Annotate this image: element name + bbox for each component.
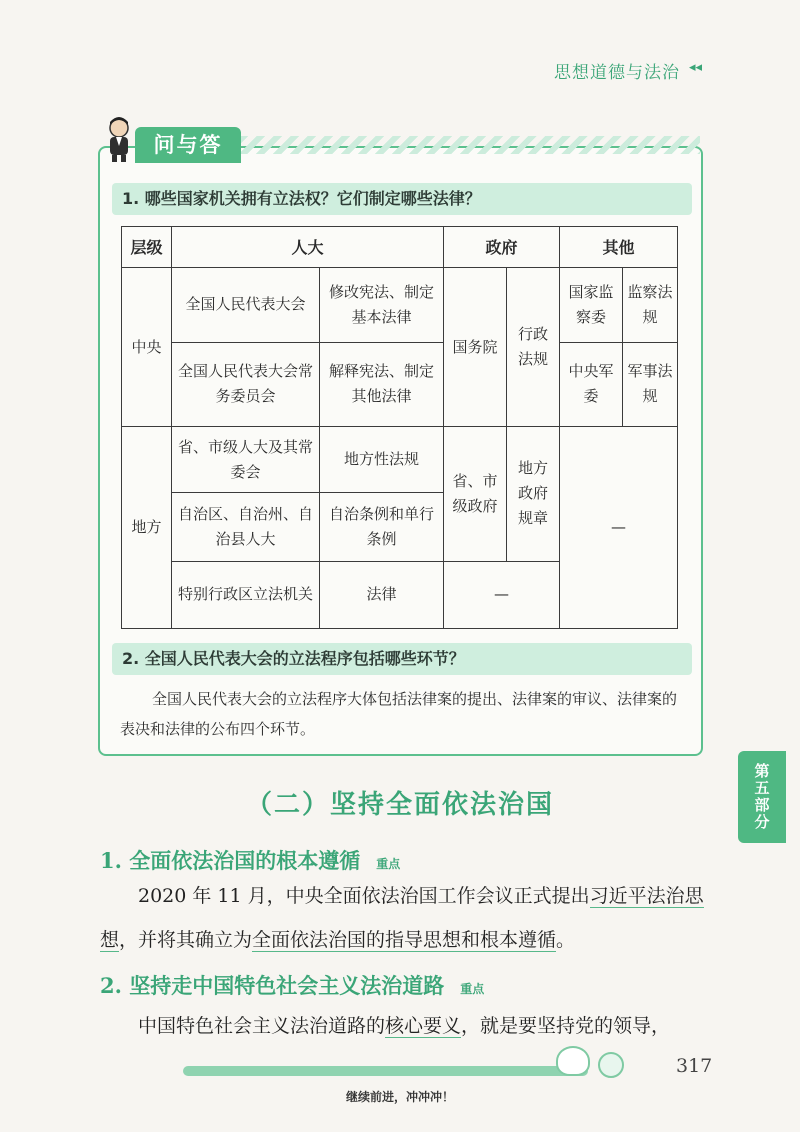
legislative-table (121, 226, 678, 629)
prov-gov: 省、市级政府 (444, 426, 507, 561)
key-point-badge: 重点 (460, 982, 485, 996)
qa-tab: 问与答 (135, 127, 241, 163)
double-arrow-icon: ◂◂ (688, 60, 702, 75)
p1-highlight-a: 习近平法治思想 (100, 885, 704, 951)
person-icon (102, 116, 136, 162)
key-point-badge: 重点 (376, 857, 401, 871)
section-title: （二）坚持全面依法治国 (245, 790, 554, 820)
p2-text-c: ，就是要坚持党的领导， (461, 1015, 671, 1037)
supervision-commission: 国家监察委 (560, 268, 623, 342)
npc-standing-law: 解释宪法、制定其他法律 (320, 342, 444, 426)
paragraph-2 (100, 1004, 710, 1048)
p1-text-e: 。 (556, 929, 576, 951)
tab-decoration (240, 136, 700, 154)
subheading-1-text: 1. 全面依法治国的根本遵循 (100, 848, 361, 873)
autonomous-law: 自治条例和单行条例 (320, 493, 444, 561)
sar-gov-dash: — (444, 561, 560, 628)
prov-gov-law: 地方政府规章 (507, 426, 560, 561)
answer-2: 全国人民代表大会的立法程序大体包括法律案的提出、法律案的审议、法律案的表决和法律的公布四个环节。 (120, 690, 678, 738)
p1-highlight-b: 全面依法治国的指导思想和根本遵循 (252, 929, 557, 951)
header-other: 其他 (560, 227, 678, 268)
p2-highlight: 核心要义 (385, 1015, 462, 1037)
footer-progress-bar (183, 1066, 588, 1076)
subheading-2 (100, 970, 484, 1000)
footer-slogan: 继续前进，冲冲冲！ (345, 1090, 454, 1104)
level-local: 地方 (122, 426, 172, 628)
autonomous: 自治区、自治州、自治县人大 (172, 493, 320, 561)
admin-regs: 行政法规 (507, 268, 560, 427)
circle-icon (598, 1052, 624, 1078)
question-2: 2. 全国人民代表大会的立法程序包括哪些环节？ (112, 643, 692, 675)
sar: 特别行政区立法机关 (172, 561, 320, 628)
paragraph-1 (100, 874, 710, 962)
question-1: 1. 哪些国家机关拥有立法权？它们制定哪些法律？ (112, 183, 692, 215)
mascot-icon (556, 1046, 590, 1076)
npc-standing: 全国人民代表大会常务委员会 (172, 342, 320, 426)
subheading-1 (100, 845, 400, 875)
p2-text-a: 中国特色社会主义法治道路的 (138, 1015, 386, 1037)
header-title: 思想道德与法治 (554, 63, 680, 83)
sar-law: 法律 (320, 561, 444, 628)
prov-npc: 省、市级人大及其常委会 (172, 426, 320, 492)
subheading-2-text: 2. 坚持走中国特色社会主义法治道路 (100, 973, 445, 998)
state-council: 国务院 (444, 268, 507, 427)
military-commission: 中央军委 (560, 342, 623, 426)
header-gov: 政府 (444, 227, 560, 268)
p1-text-c: ，并将其确立为 (119, 929, 253, 951)
npc-full: 全国人民代表大会 (172, 268, 320, 342)
supervision-regs: 监察法规 (623, 268, 678, 342)
military-regs: 军事法规 (623, 342, 678, 426)
prov-npc-law: 地方性法规 (320, 426, 444, 492)
other-local-dash: — (560, 426, 678, 628)
header-npc: 人大 (172, 227, 444, 268)
page-number: 317 (676, 1055, 713, 1077)
header-level: 层级 (122, 227, 172, 268)
npc-full-law: 修改宪法、制定基本法律 (320, 268, 444, 342)
p1-text-a: 2020 年 11 月，中央全面依法治国工作会议正式提出 (138, 885, 590, 907)
level-central: 中央 (122, 268, 172, 427)
part-tab[interactable]: 第五部分 (738, 751, 786, 843)
